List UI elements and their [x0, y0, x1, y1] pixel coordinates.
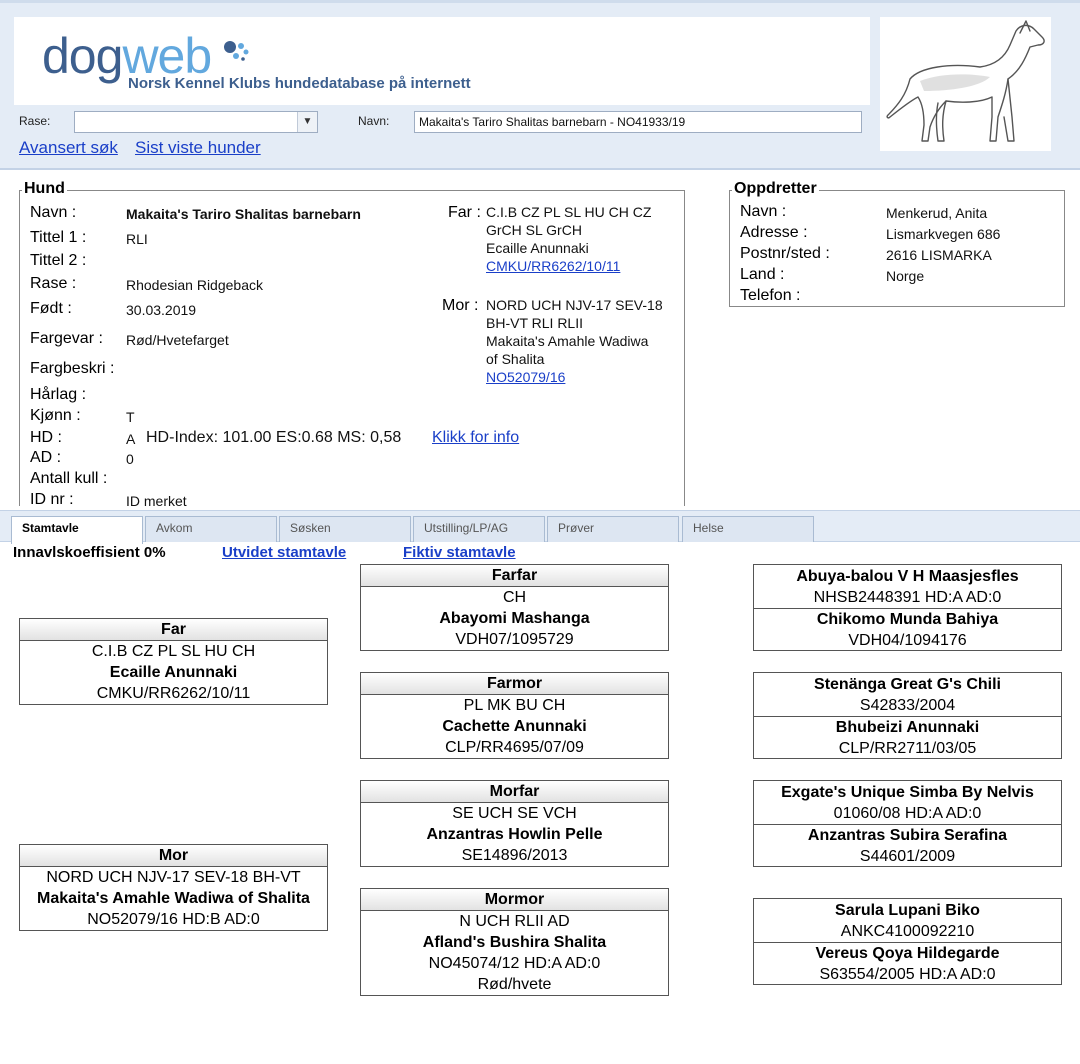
oppdretter-value-adresse: Lismarkvegen 686 [886, 226, 1001, 242]
far-label: Far : [448, 204, 481, 221]
pedigree-farfar-titles: CH [502, 589, 527, 606]
pedigree-far-box [19, 618, 328, 705]
pedigree-gen3-1-sire-reg: NHSB2448391 HD:A AD:0 [813, 589, 1002, 606]
pedigree-gen3-4-dam-reg: S63554/2005 HD:A AD:0 [819, 966, 996, 983]
pedigree-farmor-titles: PL MK BU CH [463, 697, 566, 714]
dog-silhouette-icon [880, 17, 1051, 151]
pedigree-mormor-header: Mormor [361, 889, 668, 911]
hund-label-hd: HD : [30, 429, 62, 446]
pedigree-farfar-reg: VDH07/1095729 [455, 631, 574, 648]
oppdretter-value-postnr: 2616 LISMARKA [886, 247, 992, 263]
pedigree-gen3-3-sire-reg: 01060/08 HD:A AD:0 [833, 805, 982, 822]
mor-name-line1: Makaita's Amahle Wadiwa [486, 333, 649, 349]
tab-utstilling[interactable]: Utstilling/LP/AG [413, 516, 545, 542]
pedigree-far-reg: CMKU/RR6262/10/11 [96, 685, 251, 702]
pedigree-mormor-reg: NO45074/12 HD:A AD:0 [428, 955, 601, 972]
hund-label-antall-kull: Antall kull : [30, 470, 108, 487]
hund-value-ad: 0 [126, 451, 134, 467]
oppdretter-value-navn: Menkerud, Anita [886, 205, 988, 221]
pedigree-gen3-1-sire-name[interactable]: Abuya-balou V H Maasjesfles [796, 568, 1019, 585]
pedigree-farfar-box [360, 564, 669, 651]
pedigree-morfar-name[interactable]: Anzantras Howlin Pelle [426, 826, 603, 843]
oppdretter-label-telefon: Telefon : [740, 287, 801, 304]
pedigree-gen3-4-sire-reg: ANKC4100092210 [840, 923, 975, 940]
tab-avkom[interactable]: Avkom [145, 516, 277, 542]
navn-label: Navn: [358, 114, 390, 128]
logo-tagline: Norsk Kennel Klubs hundedatabase på internett [128, 75, 471, 92]
pedigree-gen3-3-dam-reg: S44601/2009 [859, 848, 956, 865]
hund-label-kjonn: Kjønn : [30, 407, 81, 424]
hund-value-id-nr: ID merket [126, 493, 187, 509]
far-titles-line2: GrCH SL GrCH [486, 222, 582, 238]
pedigree-farfar-header: Farfar [361, 565, 668, 587]
hund-value-fodt: 30.03.2019 [126, 302, 197, 318]
pedigree-gen3-3-sire-name[interactable]: Exgate's Unique Simba By Nelvis [781, 784, 1034, 801]
mor-reg-link[interactable]: NO52079/16 [486, 369, 566, 385]
hund-label-fargevar: Fargevar : [30, 330, 103, 347]
mor-titles-line1: NORD UCH NJV-17 SEV-18 [486, 297, 663, 313]
hund-label-fodt: Født : [30, 300, 72, 317]
tab-bar [0, 510, 1080, 542]
mor-titles-line2: BH-VT RLI RLII [486, 315, 583, 331]
recent-dogs-link[interactable]: Sist viste hunder [135, 138, 261, 157]
logo-banner [14, 17, 870, 105]
pedigree-gen3-box-1 [753, 564, 1062, 651]
pedigree-far-titles: C.I.B CZ PL SL HU CH [91, 643, 256, 660]
dogweb-logo[interactable]: dogweb [42, 28, 212, 84]
extended-pedigree-link[interactable]: Utvidet stamtavle [222, 544, 347, 561]
fictive-pedigree-link[interactable]: Fiktiv stamtavle [403, 544, 516, 561]
rase-select[interactable] [74, 111, 318, 133]
pedigree-gen3-4-dam-name[interactable]: Vereus Qoya Hildegarde [754, 942, 1061, 964]
hund-label-tittel1: Tittel 1 : [30, 229, 87, 246]
pedigree-farmor-header: Farmor [361, 673, 668, 695]
oppdretter-label-navn: Navn : [740, 203, 787, 220]
tab-sosken[interactable]: Søsken [279, 516, 411, 542]
pedigree-gen3-2-dam-reg: CLP/RR2711/03/05 [838, 740, 977, 757]
pedigree-far-header: Far [20, 619, 327, 641]
oppdretter-legend: Oppdretter [734, 180, 817, 197]
pedigree-mormor-titles: N UCH RLII AD [459, 913, 570, 930]
hd-index-text: HD-Index: 101.00 ES:0.68 MS: 0,58 [146, 429, 402, 446]
oppdretter-label-adresse: Adresse : [740, 224, 808, 241]
pedigree-gen3-2-sire-reg: S42833/2004 [859, 697, 956, 714]
far-reg-link[interactable]: CMKU/RR6262/10/11 [486, 258, 621, 274]
tab-prover[interactable]: Prøver [547, 516, 679, 542]
hund-label-harlag: Hårlag : [30, 386, 87, 403]
oppdretter-value-land: Norge [886, 268, 925, 284]
pedigree-gen3-4-sire-name[interactable]: Sarula Lupani Biko [835, 902, 980, 919]
pedigree-mormor-name[interactable]: Afland's Bushira Shalita [422, 934, 607, 951]
hund-value-tittel1: RLI [126, 231, 148, 247]
mor-name-line2: of Shalita [486, 351, 545, 367]
pedigree-mor-header: Mor [20, 845, 327, 867]
hund-value-kjonn: T [126, 409, 135, 425]
pedigree-morfar-header: Morfar [361, 781, 668, 803]
rase-label: Rase: [19, 114, 51, 128]
advanced-search-link[interactable]: Avansert søk [19, 138, 118, 157]
oppdretter-fieldset [729, 180, 1065, 307]
pedigree-mor-reg: NO52079/16 HD:B AD:0 [87, 911, 260, 928]
pedigree-gen3-box-3 [753, 780, 1062, 867]
hund-label-rase: Rase : [30, 275, 77, 292]
pedigree-gen3-2-dam-name[interactable]: Bhubeizi Anunnaki [754, 716, 1061, 738]
pedigree-gen3-2-sire-name[interactable]: Stenänga Great G's Chili [814, 676, 1001, 693]
hund-label-fargbeskri: Fargbeskri : [30, 360, 115, 377]
hund-label-navn: Navn : [30, 204, 77, 221]
pedigree-mormor-box [360, 888, 669, 996]
pedigree-farmor-reg: CLP/RR4695/07/09 [445, 739, 584, 756]
pedigree-gen3-box-2 [753, 672, 1062, 759]
pedigree-gen3-3-dam-name[interactable]: Anzantras Subira Serafina [754, 824, 1061, 846]
hund-label-id-nr: ID nr : [30, 491, 74, 508]
oppdretter-label-postnr: Postnr/sted : [740, 245, 830, 262]
pedigree-morfar-box [360, 780, 669, 867]
hund-value-rase: Rhodesian Ridgeback [126, 277, 263, 293]
logo-dots-icon [222, 39, 252, 63]
far-titles-line1: C.I.B CZ PL SL HU CH CZ [486, 204, 652, 220]
hd-info-link[interactable]: Klikk for info [432, 429, 520, 446]
dog-illustration [880, 17, 1051, 151]
pedigree-farmor-box [360, 672, 669, 759]
pedigree-mormor-color: Rød/hvete [477, 976, 552, 993]
pedigree-mor-box [19, 844, 328, 931]
hund-fieldset [19, 180, 685, 509]
pedigree-gen3-1-dam-reg: VDH04/1094176 [848, 632, 967, 649]
pedigree-toolbar [0, 544, 1080, 566]
site-header [0, 0, 1080, 170]
pedigree-mor-name[interactable]: Makaita's Amahle Wadiwa of Shalita [37, 890, 310, 907]
hund-label-tittel2: Tittel 2 : [30, 252, 87, 269]
hund-value-hd: A [126, 431, 136, 447]
pedigree-farmor-name[interactable]: Cachette Anunnaki [442, 718, 587, 735]
pedigree-farfar-name[interactable]: Abayomi Mashanga [439, 610, 590, 627]
pedigree-morfar-reg: SE14896/2013 [461, 847, 568, 864]
pedigree-gen3-1-dam-name[interactable]: Chikomo Munda Bahiya [754, 608, 1061, 630]
hund-value-fargevar: Rød/Hvetefarget [126, 332, 229, 348]
hund-label-ad: AD : [30, 449, 62, 466]
pedigree-morfar-titles: SE UCH SE VCH [452, 805, 577, 822]
hund-legend: Hund [24, 180, 65, 197]
inbreeding-coefficient: Innavlskoeffisient 0% [13, 544, 166, 561]
mor-label: Mor : [442, 297, 479, 314]
navn-search-input[interactable] [414, 111, 862, 133]
pedigree-far-name[interactable]: Ecaille Anunnaki [109, 664, 238, 681]
pedigree-mor-titles: NORD UCH NJV-17 SEV-18 BH-VT [46, 869, 301, 886]
hund-value-navn: Makaita's Tariro Shalitas barnebarn [126, 206, 361, 222]
tab-stamtavle[interactable]: Stamtavle [11, 516, 143, 544]
chevron-down-icon[interactable]: ▼ [297, 112, 317, 132]
far-name: Ecaille Anunnaki [486, 240, 589, 256]
pedigree-gen3-box-4 [753, 898, 1062, 985]
oppdretter-label-land: Land : [740, 266, 785, 283]
tab-helse[interactable]: Helse [682, 516, 814, 542]
